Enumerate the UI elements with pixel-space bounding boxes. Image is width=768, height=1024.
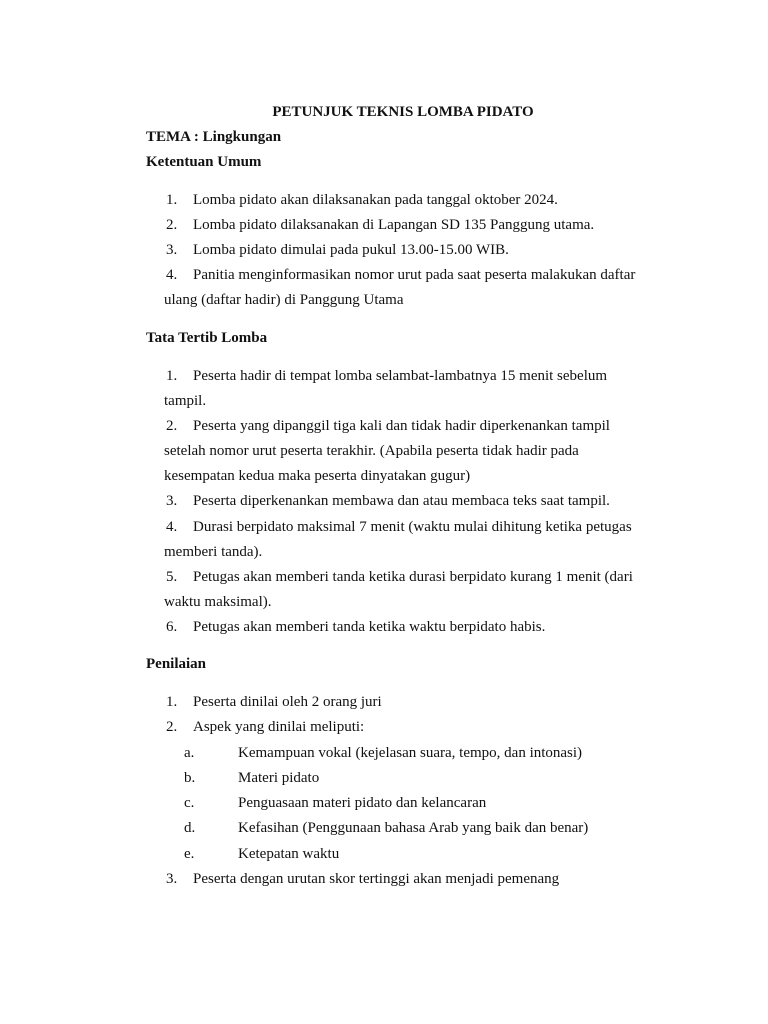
sublist-letter: e.: [184, 846, 195, 862]
list-item-text: Peserta yang dipanggil tiga kali dan tidak hadir diperkenankan tampil: [193, 418, 610, 434]
sublist-letter: b.: [184, 770, 196, 786]
list-number: 3.: [166, 871, 178, 887]
list-number: 1.: [166, 368, 178, 384]
sublist-letter: a.: [184, 745, 195, 761]
list-item-text: Peserta diperkenankan membawa dan atau membaca teks saat tampil.: [193, 493, 610, 509]
list-item-continuation: memberi tanda).: [164, 544, 263, 560]
list-number: 1.: [166, 694, 178, 710]
sublist-letter: c.: [184, 795, 195, 811]
list-number: 3.: [166, 242, 178, 258]
list-item-continuation: setelah nomor urut peserta terakhir. (Apabila peserta tidak hadir pada: [164, 443, 579, 459]
list-item-text: Petugas akan memberi tanda ketika durasi berpidato kurang 1 menit (dari: [193, 569, 633, 585]
list-item-text: Peserta dengan urutan skor tertinggi akan menjadi pemenang: [193, 871, 560, 887]
list-number: 2.: [166, 418, 178, 434]
list-item-text: Peserta hadir di tempat lomba selambat-lambatnya 15 menit sebelum: [193, 368, 608, 384]
list-item-continuation: tampil.: [164, 393, 207, 409]
list-item-text: Lomba pidato akan dilaksanakan pada tanggal oktober 2024.: [193, 192, 558, 208]
list-number: 2.: [166, 719, 178, 735]
list-number: 3.: [166, 493, 178, 509]
section-heading-penilaian: Penilaian: [146, 656, 207, 672]
list-number: 5.: [166, 569, 178, 585]
list-number: 4.: [166, 267, 178, 283]
section-heading-ketentuan-umum: Ketentuan Umum: [146, 154, 262, 170]
sublist-item-text: Ketepatan waktu: [238, 846, 340, 862]
list-item-text: Lomba pidato dimulai pada pukul 13.00-15.00 WIB.: [193, 242, 509, 258]
section-heading-tata-tertib: Tata Tertib Lomba: [146, 330, 268, 346]
sublist-item-text: Materi pidato: [238, 770, 320, 786]
tema-line: TEMA : Lingkungan: [146, 129, 282, 145]
list-item-text: Petugas akan memberi tanda ketika waktu berpidato habis.: [193, 619, 546, 635]
list-number: 2.: [166, 217, 178, 233]
sublist-item-text: Kemampuan vokal (kejelasan suara, tempo, dan intonasi): [238, 745, 583, 761]
list-item-text: Panitia menginformasikan nomor urut pada saat peserta malakukan daftar: [193, 267, 636, 283]
list-item-text: Peserta dinilai oleh 2 orang juri: [193, 694, 382, 710]
list-item-continuation: kesempatan kedua maka peserta dinyatakan gugur): [164, 468, 471, 484]
document-title: PETUNJUK TEKNIS LOMBA PIDATO: [272, 104, 534, 120]
list-item-text: Aspek yang dinilai meliputi:: [193, 719, 365, 735]
sublist-item-text: Penguasaan materi pidato dan kelancaran: [238, 795, 487, 811]
sublist-letter: d.: [184, 820, 196, 836]
sublist-item-text: Kefasihan (Penggunaan bahasa Arab yang baik dan benar): [238, 820, 589, 836]
list-item-text: Lomba pidato dilaksanakan di Lapangan SD 135 Panggung utama.: [193, 217, 595, 233]
list-item-continuation: ulang (daftar hadir) di Panggung Utama: [164, 292, 404, 308]
list-item-continuation: waktu maksimal).: [164, 594, 272, 610]
list-number: 4.: [166, 519, 178, 535]
list-item-text: Durasi berpidato maksimal 7 menit (waktu mulai dihitung ketika petugas: [193, 519, 632, 535]
list-number: 6.: [166, 619, 178, 635]
list-number: 1.: [166, 192, 178, 208]
